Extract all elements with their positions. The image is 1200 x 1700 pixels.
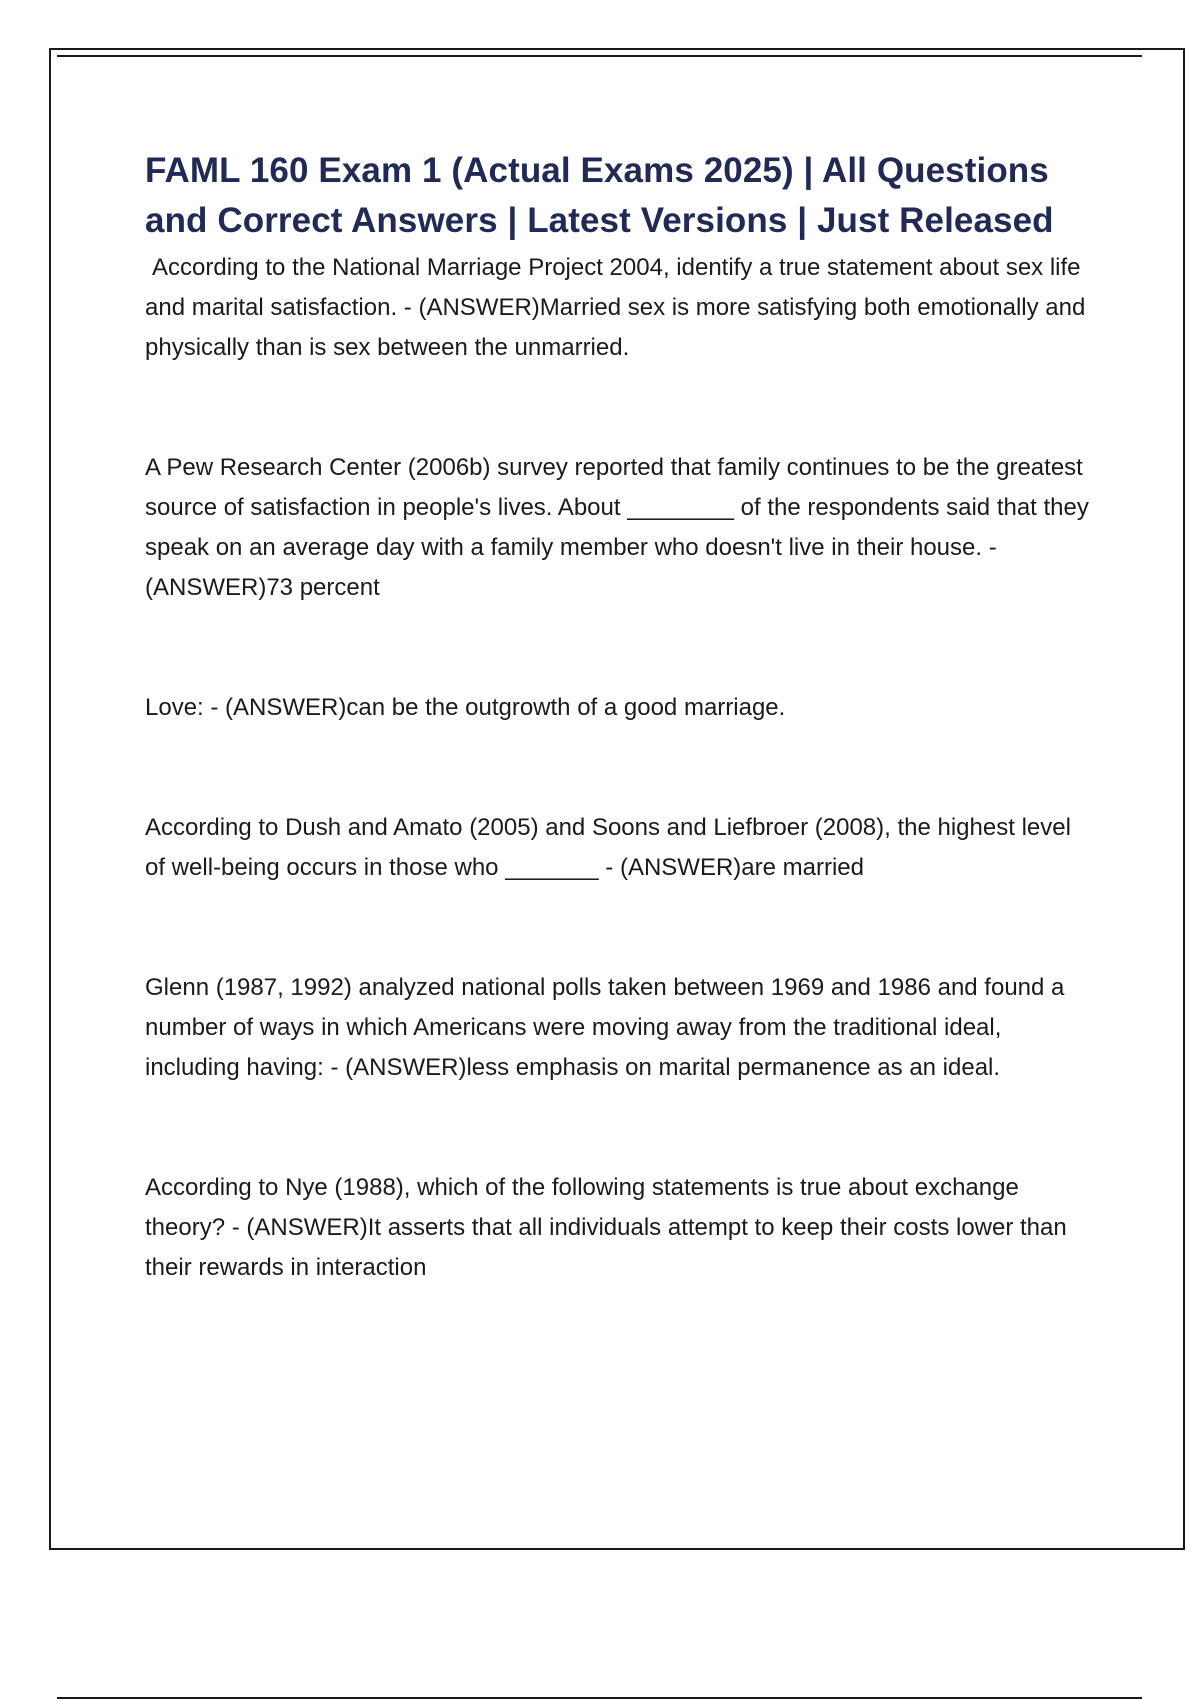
qa-item-2: A Pew Research Center (2006b) survey reported that family continues to be the greatest source of satisfaction in people's lives. About ________ of the respondents said that they speak on an average day with a family member who doesn't live in their house. - (ANSWER)73 percent: [145, 454, 1089, 601]
qa-item-6: According to Nye (1988), which of the following statements is true about exchange theory? - (ANSWER)It asserts that all individuals attempt to keep their costs lower than their rewards in interaction: [145, 1174, 1067, 1281]
document-body: [145, 146, 1095, 1288]
qa-item-4: According to Dush and Amato (2005) and Soons and Liefbroer (2008), the highest level of well-being occurs in those who _______ - (ANSWER)are married: [145, 814, 1071, 881]
qa-item-1: According to the National Marriage Project 2004, identify a true statement about sex life and marital satisfaction. - (ANSWER)Married sex is more satisfying both emotionally and physically than is sex between the unmarried.: [145, 254, 1086, 361]
qa-item-3: Love: - (ANSWER)can be the outgrowth of a good marriage.: [145, 694, 786, 721]
top-rule: [57, 55, 1142, 57]
document-title: FAML 160 Exam 1 (Actual Exams 2025) | All Questions and Correct Answers | Latest Versions | Just Released: [145, 151, 1054, 240]
bottom-rule: [57, 1697, 1142, 1699]
qa-item-5: Glenn (1987, 1992) analyzed national polls taken between 1969 and 1986 and found a number of ways in which Americans were moving away from the traditional ideal, including having: - (ANSWER)less emphasis on marital permanence as an ideal.: [145, 974, 1065, 1081]
